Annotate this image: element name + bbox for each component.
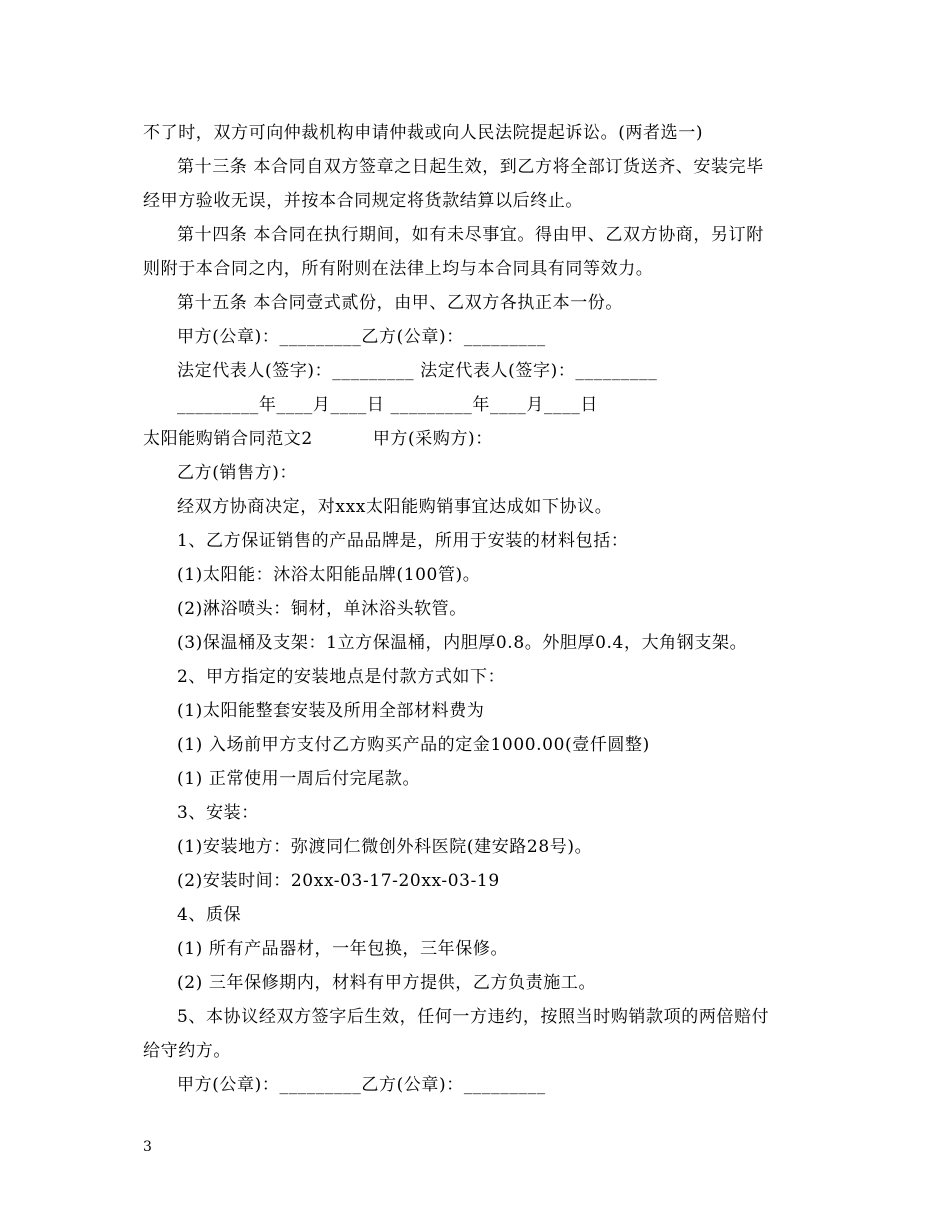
signature-seal-line: 甲方(公章)：_________乙方(公章)：_________ [177, 327, 546, 347]
list-item: (1) 所有产品器材，一年包换，三年保修。 [177, 939, 509, 959]
page-number: 3 [143, 1139, 152, 1155]
list-item: (2)安装时间：20xx-03-17-20xx-03-19 [177, 871, 500, 891]
list-item: (1)太阳能整套安装及所用全部材料费为 [177, 701, 485, 721]
article-14-line: 第十四条 本合同在执行期间，如有未尽事宜。得由甲、乙双方协商，另订附 [177, 225, 764, 245]
seller-party-label: 乙方(销售方)： [177, 463, 298, 483]
clause-4-line: 4、质保 [177, 905, 242, 925]
article-15-line: 第十五条 本合同壹式贰份，由甲、乙双方各执正本一份。 [177, 293, 624, 313]
signature-seal-line: 甲方(公章)：_________乙方(公章)：_________ [177, 1075, 546, 1095]
text-line: 则附于本合同之内，所有附则在法律上均与本合同具有同等效力。 [143, 259, 654, 279]
clause-1-line: 1、乙方保证销售的产品品牌是，所用于安装的材料包括： [177, 531, 629, 551]
text-line: 经甲方验收无误，并按本合同规定将货款结算以后终止。 [143, 191, 583, 211]
list-item: (1) 正常使用一周后付完尾款。 [177, 769, 421, 789]
article-13-line: 第十三条 本合同自双方签章之日起生效，到乙方将全部订货送齐、安装完毕 [177, 157, 764, 177]
clause-5-line: 5、本协议经双方签字后生效，任何一方违约，按照当时购销款项的两倍赔付 [177, 1007, 770, 1027]
document-body [143, 116, 813, 1102]
list-item: (3)保温桶及支架：1立方保温桶，内胆厚0.8。外胆厚0.4，大角钢支架。 [177, 633, 748, 653]
list-item: (2) 三年保修期内，材料有甲方提供，乙方负责施工。 [177, 973, 597, 993]
clause-2-line: 2、甲方指定的安装地点是付款方式如下： [177, 667, 506, 687]
text-line: 不了时，双方可向仲裁机构申请仲裁或向人民法院提起诉讼。(两者选一) [143, 123, 704, 143]
list-item: (1)安装地方：弥渡同仁微创外科医院(建安路28号)。 [177, 837, 593, 857]
signature-representative-line: 法定代表人(签字)：_________ 法定代表人(签字)：_________ [177, 361, 658, 381]
section-heading-line [143, 422, 813, 456]
text-line: 经双方协商决定，对xxx太阳能购销事宜达成如下协议。 [177, 497, 613, 517]
buyer-party-label: 甲方(采购方)： [372, 429, 493, 449]
list-item: (2)淋浴喷头：铜材，单沐浴头软管。 [177, 599, 467, 619]
list-item: (1) 入场前甲方支付乙方购买产品的定金1000.00(壹仟圆整) [177, 735, 650, 755]
clause-3-line: 3、安装： [177, 803, 259, 823]
signature-date-line: _________年____月____日 _________年____月____日 [177, 395, 599, 415]
list-item: (1)太阳能：沐浴太阳能品牌(100管)。 [177, 565, 481, 585]
section-title: 太阳能购销合同范文2 [143, 429, 313, 449]
text-line: 给守约方。 [143, 1041, 231, 1061]
